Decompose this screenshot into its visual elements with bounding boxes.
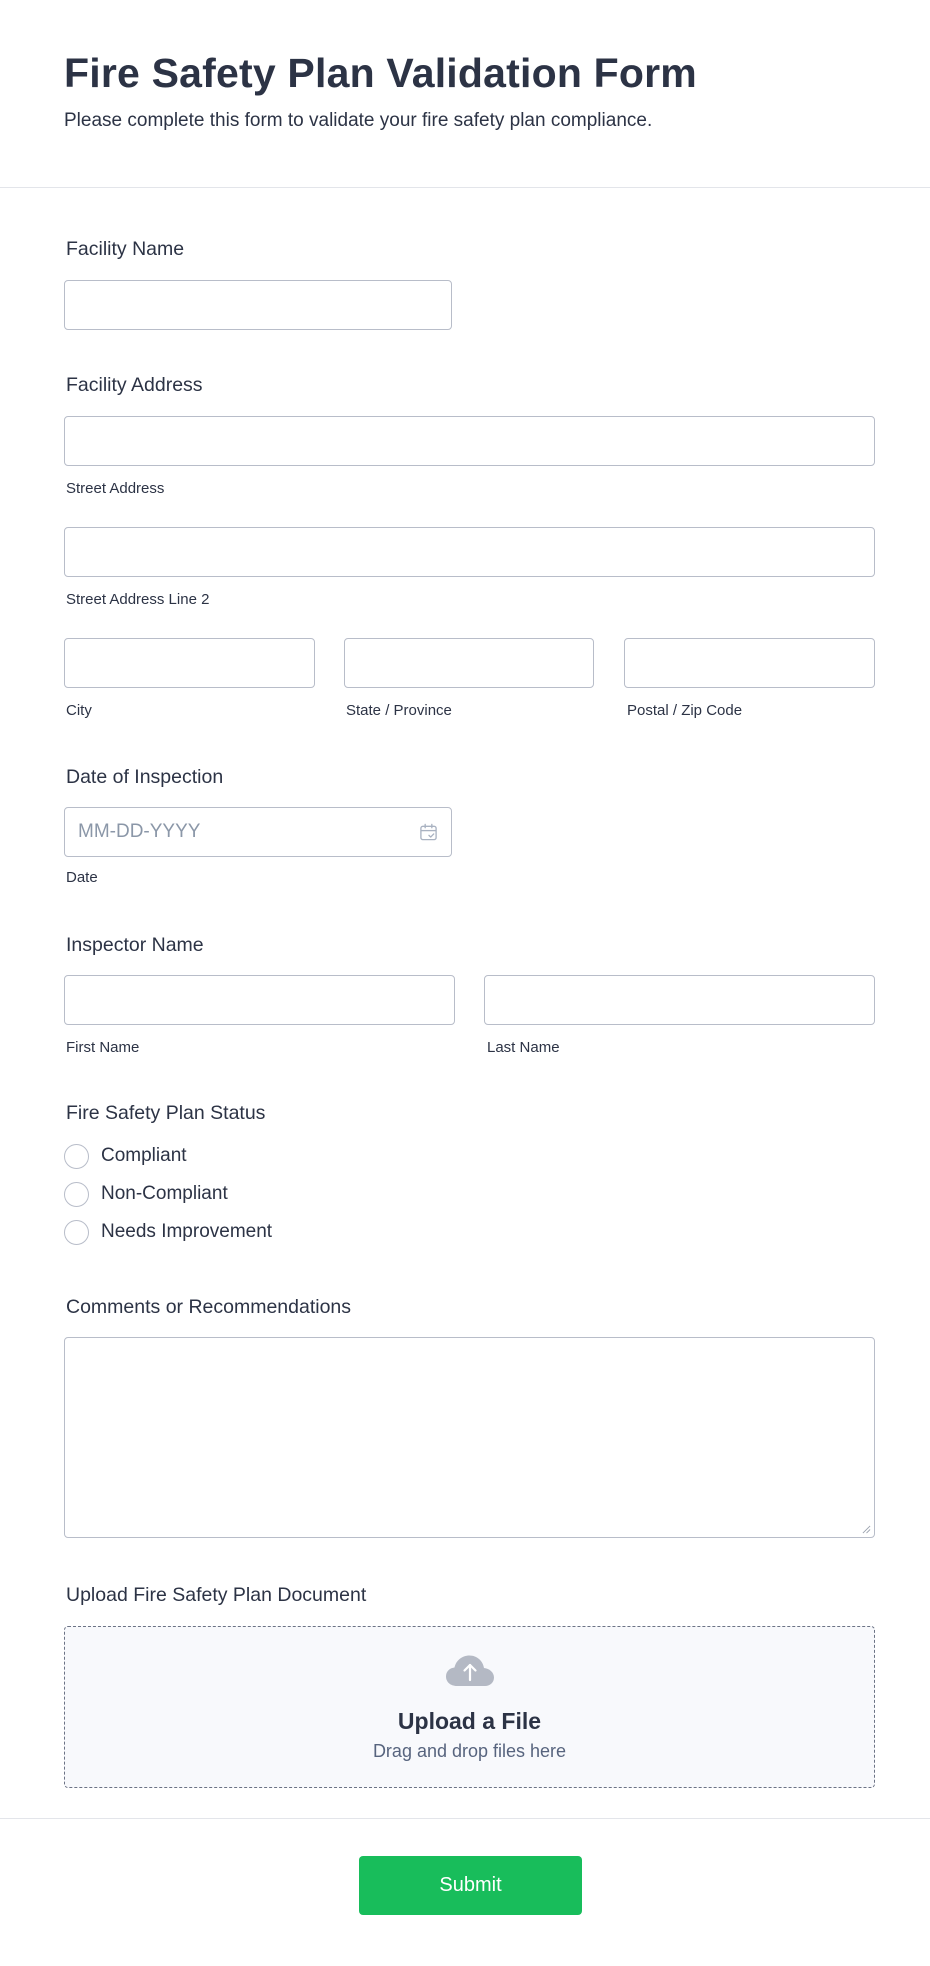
city-input[interactable] (64, 638, 315, 688)
facility-name-input[interactable] (64, 280, 452, 330)
inspector-name-label: Inspector Name (66, 934, 204, 956)
radio-button[interactable] (64, 1220, 89, 1245)
street-address-sublabel: Street Address (66, 480, 165, 497)
postal-code-input[interactable] (624, 638, 875, 688)
radio-label[interactable]: Compliant (101, 1145, 187, 1166)
last-name-sublabel: Last Name (487, 1039, 560, 1056)
facility-address-label: Facility Address (66, 374, 203, 396)
cloud-upload-icon (445, 1653, 495, 1689)
radio-label[interactable]: Non-Compliant (101, 1183, 228, 1204)
calendar-icon[interactable] (419, 823, 438, 842)
date-sublabel: Date (66, 869, 98, 886)
radio-button[interactable] (64, 1182, 89, 1207)
radio-button[interactable] (64, 1144, 89, 1169)
last-name-input[interactable] (484, 975, 875, 1025)
radio-label[interactable]: Needs Improvement (101, 1221, 273, 1242)
street-address-line2-input[interactable] (64, 527, 875, 577)
comments-label: Comments or Recommendations (66, 1296, 352, 1318)
form-subtitle: Please complete this form to validate your fire safety plan compliance. (64, 110, 653, 131)
form-header (0, 0, 930, 188)
facility-name-label: Facility Name (66, 238, 185, 260)
footer-divider (0, 1818, 930, 1819)
upload-title: Upload a File (397, 1708, 542, 1734)
resize-grip-icon[interactable] (862, 1525, 871, 1534)
comments-textarea[interactable] (64, 1337, 875, 1538)
inspection-date-label: Date of Inspection (66, 766, 224, 788)
upload-label: Upload Fire Safety Plan Document (66, 1584, 367, 1606)
date-placeholder: MM-DD-YYYY (78, 821, 201, 842)
submit-button[interactable]: Submit (359, 1856, 582, 1915)
inspection-date-input[interactable] (64, 807, 452, 857)
city-sublabel: City (66, 702, 92, 719)
plan-status-label: Fire Safety Plan Status (66, 1102, 266, 1124)
postal-code-sublabel: Postal / Zip Code (627, 702, 743, 719)
first-name-sublabel: First Name (66, 1039, 140, 1056)
upload-subtitle: Drag and drop files here (372, 1741, 567, 1761)
file-upload-dropzone[interactable] (64, 1626, 875, 1788)
state-province-sublabel: State / Province (346, 702, 452, 719)
state-province-input[interactable] (344, 638, 594, 688)
street-address-line2-sublabel: Street Address Line 2 (66, 591, 210, 608)
form-title: Fire Safety Plan Validation Form (64, 50, 697, 96)
street-address-input[interactable] (64, 416, 875, 466)
first-name-input[interactable] (64, 975, 455, 1025)
